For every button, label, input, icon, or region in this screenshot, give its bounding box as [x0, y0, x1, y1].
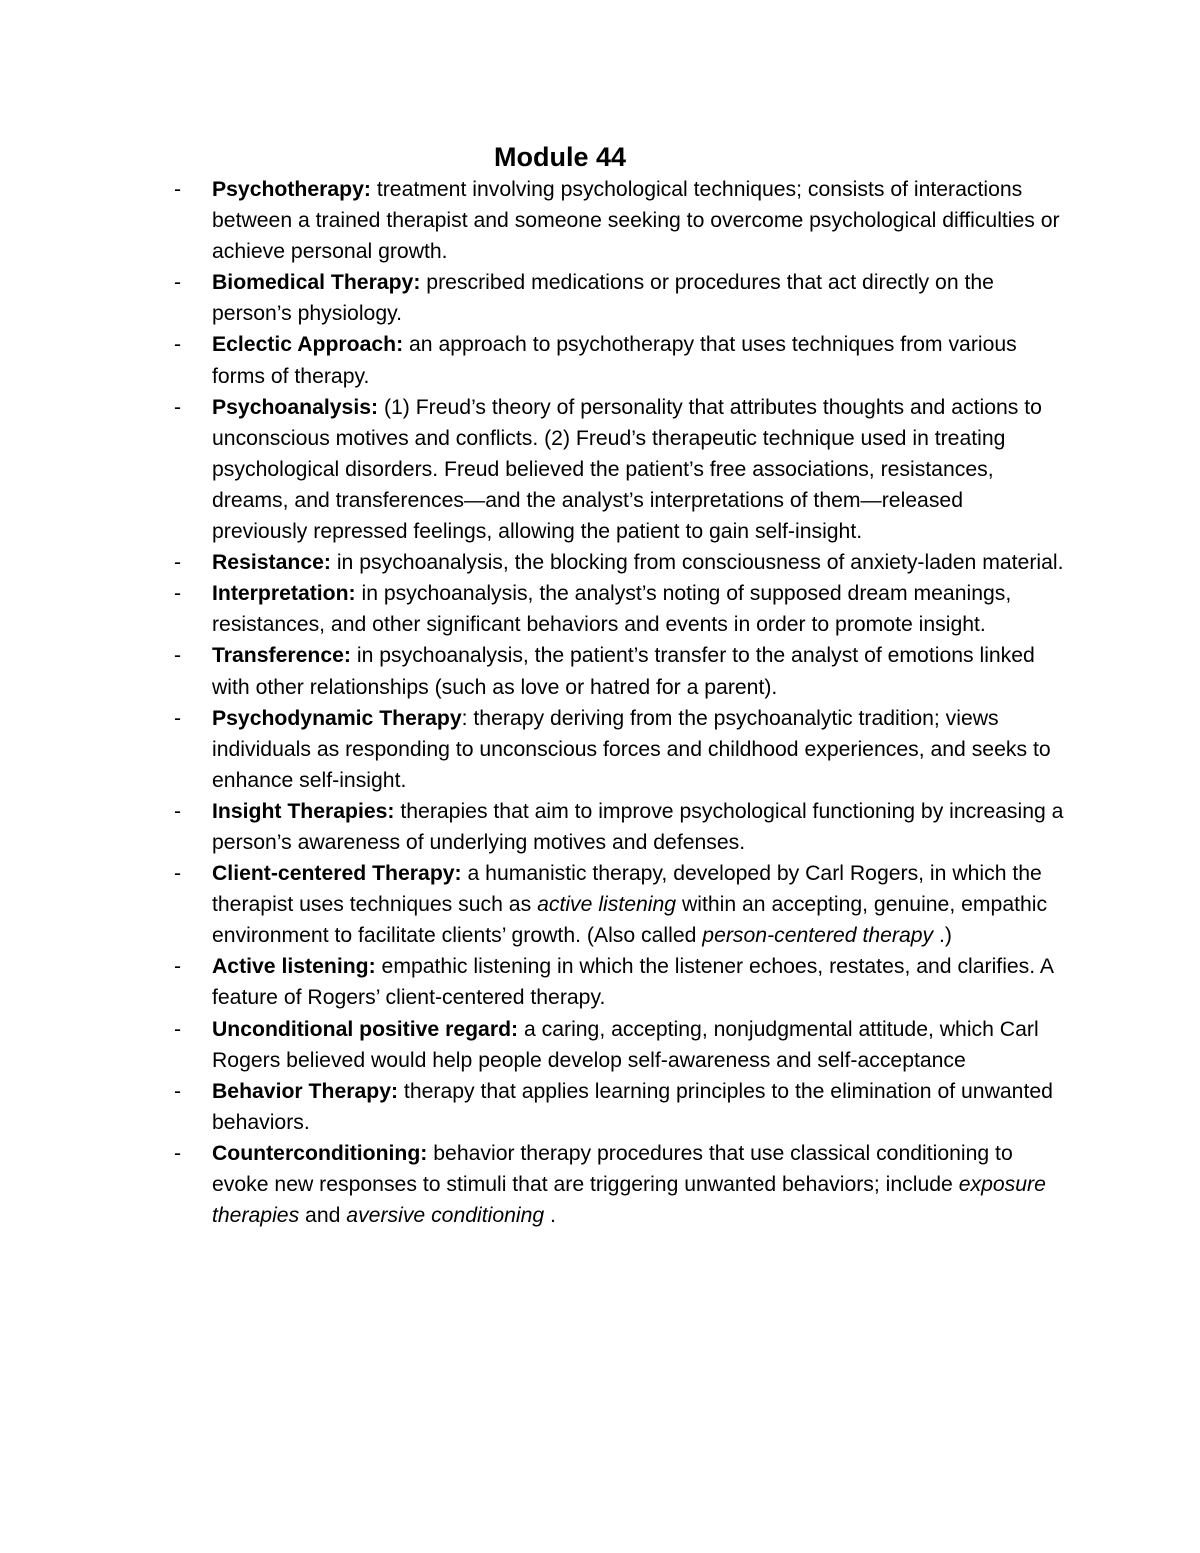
emphasis-text: person-centered therapy	[702, 924, 934, 948]
bullet-dash: -	[174, 178, 182, 201]
term-label: Transference:	[212, 644, 351, 668]
term-definition: therapies that aim to improve psychological functioning by increasing a person’s awareness of underlying motives and defenses.	[212, 799, 1064, 854]
term-list	[0, 174, 1064, 1231]
term-label: Resistance:	[212, 551, 331, 575]
list-item-transference	[0, 640, 1064, 702]
term-definition-cont: and	[299, 1204, 347, 1228]
list-item-behavior-therapy	[0, 1076, 1064, 1138]
bullet-dash: -	[174, 706, 182, 730]
list-item-biomedical-therapy	[0, 267, 1064, 329]
term-definition: a humanistic therapy, developed by Carl Rogers, in which the therapist uses techniques such as	[212, 862, 1042, 917]
list-item-eclectic-approach	[0, 329, 1064, 391]
emphasis-text: exposure therapies	[212, 1173, 1046, 1228]
list-item-unconditional-positive-regard	[0, 1014, 1064, 1076]
term-label: Insight Therapies:	[212, 799, 395, 823]
term-label: Interpretation:	[212, 582, 356, 606]
page-title: Module 44	[493, 142, 627, 172]
term-label: Unconditional positive regard:	[212, 1017, 519, 1041]
bullet-dash: -	[174, 551, 182, 575]
bullet-dash: -	[174, 582, 182, 606]
term-label: Client-centered Therapy:	[212, 862, 462, 886]
term-label: Biomedical Therapy:	[212, 271, 421, 295]
term-definition-end: .	[544, 1204, 556, 1228]
emphasis-text: aversive conditioning	[346, 1204, 545, 1228]
term-label: Psychodynamic Therapy	[212, 706, 462, 730]
term-label: Eclectic Approach:	[212, 333, 404, 357]
list-item-interpretation	[0, 578, 1064, 640]
list-item-resistance	[0, 547, 1064, 578]
bullet-dash: -	[174, 1079, 182, 1103]
term-definition: a caring, accepting, nonjudgmental attitude, which Carl Rogers believed would help people develop self-awareness and self-acceptance	[212, 1017, 1039, 1072]
list-item-active-listening	[0, 951, 1064, 1013]
bullet-dash: -	[174, 395, 182, 419]
bullet-dash: -	[174, 1141, 182, 1165]
term-definition: : therapy deriving from the psychoanalytic tradition; views individuals as responding to unconscious forces and childhood experiences, and seeks to enhance self-insight.	[212, 706, 1051, 792]
term-definition-cont: within an accepting, genuine, empathic environment to facilitate clients’ growth. (Also called	[212, 893, 1048, 948]
list-item-psychotherapy	[0, 174, 1064, 267]
term-definition: prescribed medications or procedures that act directly on the person’s physiology.	[212, 271, 994, 326]
term-definition: in psychoanalysis, the patient’s transfer to the analyst of emotions linked with other relationships (such as love or hatred for a parent).	[212, 644, 1035, 699]
term-label: Psychoanalysis:	[212, 395, 379, 419]
bullet-dash: -	[174, 271, 182, 295]
bullet-dash: -	[174, 644, 182, 668]
term-label: Counterconditioning:	[212, 1141, 428, 1165]
bullet-dash: -	[174, 1017, 182, 1041]
term-definition: therapy that applies learning principles to the elimination of unwanted behaviors.	[212, 1079, 1053, 1134]
term-definition: (1) Freud’s theory of personality that attributes thoughts and actions to unconscious motives and conflicts. (2) Freud’s therapeutic technique used in treating psychological disorders. Freud believed the patient’s free associations, resistances, dreams, and transferences—and the analyst’s interpretations of them—released previously repressed feelings, allowing the patient to gain self-insight.	[212, 395, 1042, 544]
emphasis-text: active listening	[537, 893, 677, 917]
bullet-dash: -	[174, 799, 182, 823]
list-item-counterconditioning	[0, 1138, 1064, 1231]
term-definition: an approach to psychotherapy that uses techniques from various forms of therapy.	[212, 333, 1017, 388]
term-label: Psychotherapy:	[212, 178, 371, 201]
term-label: Behavior Therapy:	[212, 1079, 399, 1103]
bullet-dash: -	[174, 862, 182, 886]
term-definition: treatment involving psychological techniques; consists of interactions between a trained therapist and someone seeking to overcome psychological difficulties or achieve personal growth.	[212, 178, 1060, 264]
list-item-client-centered-therapy	[0, 858, 1064, 951]
list-item-psychodynamic-therapy	[0, 703, 1064, 796]
term-definition: empathic listening in which the listener echoes, restates, and clarifies. A feature of Rogers’ client-centered therapy.	[212, 955, 1053, 1010]
term-definition-end: .)	[933, 924, 952, 948]
list-item-insight-therapies	[0, 796, 1064, 858]
term-definition: behavior therapy procedures that use classical conditioning to evoke new responses to stimuli that are triggering unwanted behaviors; include	[212, 1141, 1013, 1196]
bullet-dash: -	[174, 333, 182, 357]
list-item-psychoanalysis	[0, 392, 1064, 547]
term-definition: in psychoanalysis, the blocking from consciousness of anxiety-laden material.	[330, 551, 1064, 575]
term-label: Active listening:	[212, 955, 376, 979]
term-definition: in psychoanalysis, the analyst’s noting of supposed dream meanings, resistances, and other significant behaviors and events in order to promote insight.	[212, 582, 1012, 637]
bullet-dash: -	[174, 955, 182, 979]
